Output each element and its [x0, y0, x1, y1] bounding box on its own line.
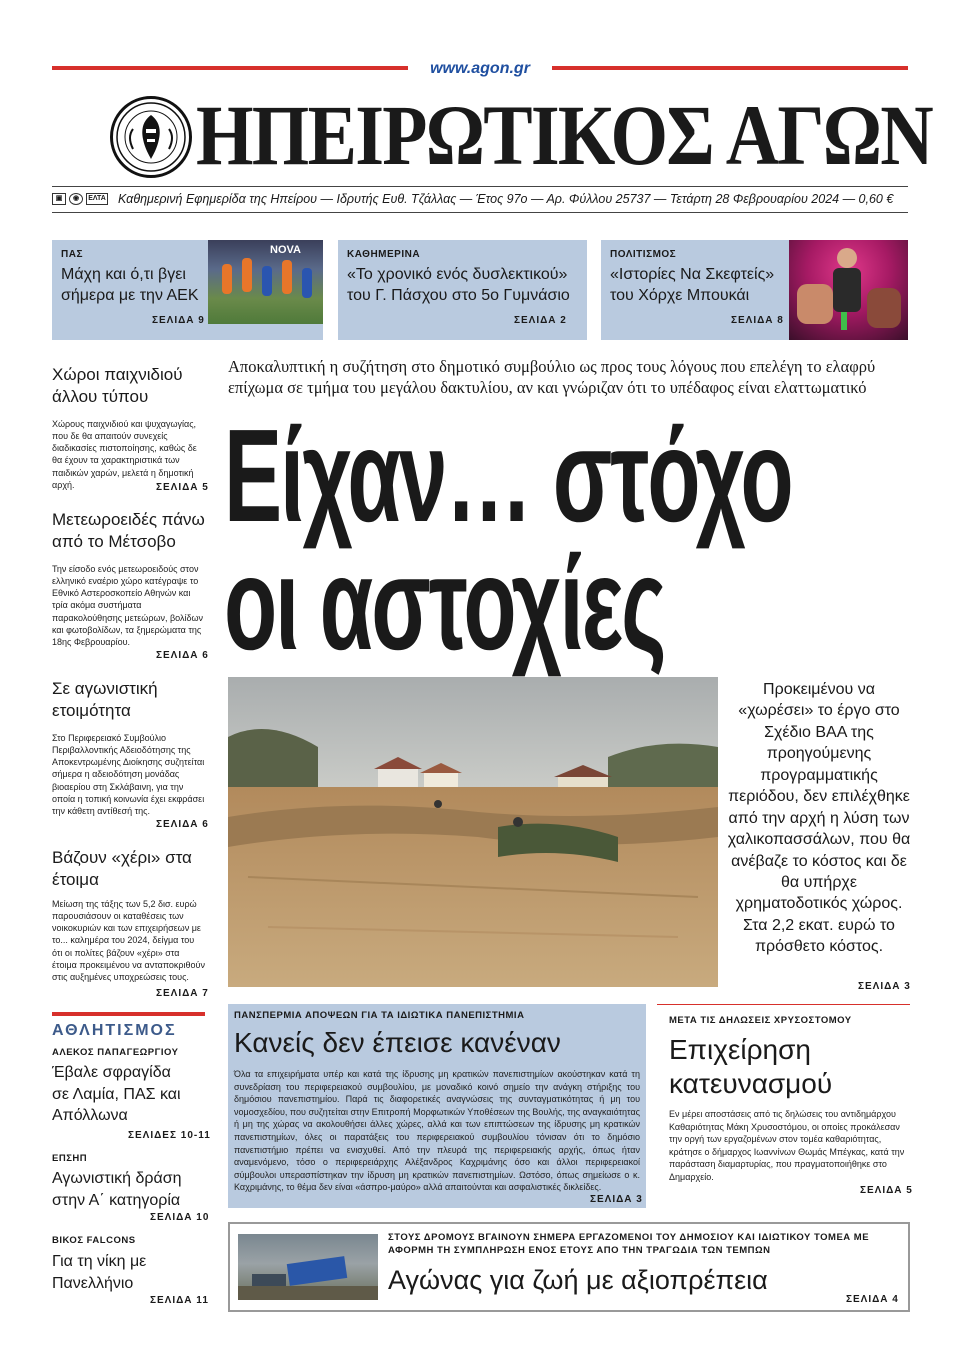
universities-kicker: ΠΑΝΣΠΕΡΜΙΑ ΑΠΟΨΕΩΝ ΓΙΑ ΤΑ ΙΔΙΩΤΙΚΑ ΠΑΝΕΠΙΣΤΗΜΙΑ	[234, 1010, 525, 1021]
top-rule-right	[552, 66, 908, 70]
sports-page: ΣΕΛΙΔΕΣ 10-11	[128, 1130, 211, 1141]
sidebar-story-body: Μείωση της τάξης των 5,2 δισ. ευρώ παρουσιάσουν οι καταθέσεις των νοικοκυριών και των επιχειρήσεων με το... καλημέρα του 2024, δείγμα του ότι οι πολίτες βάζουν «χέρι» στα έτοιμα προκειμένου να ανταποκριθούν στις αυξημένες υποχρεώσεις τους.	[52, 899, 205, 982]
top-rule-left	[52, 66, 408, 70]
sports-page: ΣΕΛΙΔΑ 11	[150, 1295, 209, 1306]
tempi-box[interactable]	[228, 1222, 910, 1312]
sports-section-title: ΑΘΛΗΤΙΣΜΟΣ	[52, 1022, 177, 1039]
lead-page: ΣΕΛΙΔΑ 3	[858, 981, 911, 992]
teaser-page: ΣΕΛΙΔΑ 8	[731, 315, 784, 326]
nova-banner: NOVA	[270, 244, 301, 256]
sidebar-story-title[interactable]: Χώροι παιχνιδιού άλλου τύπου	[52, 365, 183, 407]
tv-icon: ▣	[52, 193, 66, 205]
construction-site-illustration	[228, 677, 718, 987]
sidebar-story-body: Χώρους παιχνιδιού και ψυχαγωγίας, που δε θα απαιτούν συνεχείς διαδικασίες πιστοποίησης, καθώς δε θα έχουν τα χαρακτηριστικά των παιδικών χαρών, μελετά η δημοτική αρχή.	[52, 419, 197, 490]
tempi-page: ΣΕΛΙΔΑ 4	[846, 1294, 899, 1305]
teaser-lead: «Το χρονικό ενός δυσλεκτικού» του Γ. Πάσχου στο 5ο Γυμνάσιο	[347, 266, 570, 304]
association-icon: ◉	[69, 193, 83, 205]
seal-icon	[113, 99, 189, 175]
dateline-rule-bottom	[52, 212, 908, 213]
universities-page: ΣΕΛΙΔΑ 3	[590, 1194, 643, 1205]
chrysostomou-title[interactable]: Επιχείρηση κατευνασμού	[669, 1034, 833, 1100]
teaser-politismos[interactable]	[601, 240, 908, 340]
teaser-kicker: ΠΑΣ	[61, 249, 83, 260]
teaser-photo-football	[208, 240, 323, 324]
sidebar-story-page: ΣΕΛΙΔΑ 7	[156, 988, 209, 999]
sports-kicker: ΑΛΕΚΟΣ ΠΑΠΑΓΕΩΡΓΙΟΥ	[52, 1047, 179, 1058]
tempi-photo-train	[238, 1234, 378, 1300]
chrysostomou-body: Εν μέρει αποστάσεις από τις δηλώσεις του αντιδημάρχου Καθαριότητας Μάκη Χρυσοστόμου, οι οποίες προκάλεσαν την οργή των εργαζομένων στον τομέα καθαριότητας, κράτησε ο δήμαρχος Ιωαννίνων Θωμάς Μπέγκας, κατά την παράσταση διαμαρτυρίας, που πραγματοποιήθηκε στο Δημαρχείο.	[669, 1109, 905, 1182]
teaser-lead: Μάχη και ό,τι βγει σήμερα με την ΑΕΚ	[61, 266, 199, 304]
lead-side-text: Προκειμένου να «χωρέσει» το έργο στο Σχέδιο ΒΑΑ της προηγούμενης προγραμματικής περιόδου, δεν επιλέχθηκε από την αρχή η λύση των χαλικοπασσάλων, που θα ανέβαζε το κόστος και δε θα υπήρχε χρηματοδοτικός χώρος. Στα 2,2 εκατ. ευρώ το πρόσθετο κόστος.	[727, 681, 911, 956]
teaser-page: ΣΕΛΙΔΑ 2	[514, 315, 567, 326]
teaser-kathimerina[interactable]	[338, 240, 587, 340]
chrysostomou-page: ΣΕΛΙΔΑ 5	[860, 1185, 913, 1196]
sidebar-story-body: Στο Περιφερειακό Συμβούλιο Περιβαλλοντικής Αδειοδότησης της Αποκεντρωμένης Διοίκησης συζητείται σήμερα η αδειοδότηση μονάδας βιοαερίου στη Σκλάβαινη, για την οποία η τοπική κοινωνία έχει εκφράσει την κάθετη αντίθεσή της.	[52, 733, 205, 816]
teaser-kicker: ΠΟΛΙΤΙΣΜΟΣ	[610, 249, 677, 260]
sidebar-story-title[interactable]: Σε αγωνιστική ετοιμότητα	[52, 679, 158, 721]
sports-title[interactable]: Αγωνιστική δράση στην Α΄ κατηγορία	[52, 1170, 182, 1209]
seal-logo	[110, 96, 192, 178]
masthead-title: ΗΠΕΙΡΩΤΙΚΟΣ ΑΓΩΝ	[196, 87, 932, 183]
lead-photo-construction-site	[228, 677, 718, 987]
tempi-kicker: ΣΤΟΥΣ ΔΡΟΜΟΥΣ ΒΓΑΙΝΟΥΝ ΣΗΜΕΡΑ ΕΡΓΑΖΟΜΕΝΟΙ ΤΟΥ ΔΗΜΟΣΙΟΥ ΚΑΙ ΙΔΙΩΤΙΚΟΥ ΤΟΜΕΑ ΜΕ ΑΦΟΡΜΗ ΤΗ ΣΥΜΠΛΗΡΩΣΗ ΕΝΟΣ ΕΤΟΥΣ ΑΠΟ ΤΗΝ ΤΡΑΓΩΔΙΑ ΤΩΝ ΤΕΜΠΩΝ	[388, 1232, 870, 1256]
teaser-lead: «Ιστορίες Να Σκεφτείς» του Χόρχε Μπουκάι	[610, 266, 775, 304]
sports-title[interactable]: Για τη νίκη με Πανελλήνιο	[52, 1253, 147, 1292]
sports-kicker: ΕΠΣΗΠ	[52, 1153, 88, 1164]
sports-kicker: ΒΙΚΟΣ FALCONS	[52, 1235, 136, 1246]
sidebar-story-page: ΣΕΛΙΔΑ 5	[156, 482, 209, 493]
teaser-kicker: ΚΑΘΗΜΕΡΙΝΑ	[347, 249, 421, 260]
universities-panel[interactable]	[228, 1004, 646, 1208]
sidebar-story-title[interactable]: Βάζουν «χέρι» στα έτοιμα	[52, 848, 192, 890]
chrysostomou-kicker: ΜΕΤΑ ΤΙΣ ΔΗΛΩΣΕΙΣ ΧΡΥΣΟΣΤΟΜΟΥ	[669, 1015, 852, 1026]
universities-title: Κανείς δεν έπεισε κανέναν	[234, 1027, 561, 1058]
lead-headline-line1[interactable]: Είχαν… στόχο	[224, 402, 792, 549]
sports-rule	[52, 1012, 205, 1016]
tempi-title: Αγώνας για ζωή με αξιοπρέπεια	[388, 1265, 768, 1295]
sidebar-story-page: ΣΕΛΙΔΑ 6	[156, 650, 209, 661]
sidebar-story-title[interactable]: Μετεωροειδές πάνω από το Μέτσοβο	[52, 510, 205, 552]
lead-headline-line2[interactable]: οι αστοχίες	[224, 530, 665, 677]
dateline-rule-top	[52, 186, 908, 187]
sidebar-story-body: Την είσοδο ενός μετεωροειδούς στον ελληνικό εναέριο χώρο κατέγραψε το Εθνικό Αστεροσκοπείο Αθηνών και τρία ακόμα συστήματα παρακολούθησης μετεώρων, βολίδων και φωτοβολίδων, τα ξημερώματα της 18ης Φεβρουαρίου.	[52, 564, 204, 647]
teaser-page: ΣΕΛΙΔΑ 9	[152, 315, 205, 326]
dateline: Καθημερινή Εφημερίδα της Ηπείρου — Ιδρυτής Ευθ. Τζάλλας — Έτος 97ο — Αρ. Φύλλου 25737 — Τετάρτη 28 Φεβρουαρίου 2024 — 0,60 €	[118, 192, 894, 206]
chrysostomou-rule	[657, 1004, 910, 1005]
teaser-photo-theatre	[789, 240, 908, 340]
sports-title[interactable]: Έβαλε σφραγίδα σε Λαμία, ΠΑΣ και Απόλλωνα	[52, 1064, 181, 1125]
elta-badge: ΕΛΤΑ	[86, 193, 108, 205]
sports-page: ΣΕΛΙΔΑ 10	[150, 1212, 210, 1223]
lead-deck: Αποκαλυπτική η συζήτηση στο δημοτικό συμβούλιο ως προς τους λόγους που επελέγη το ελαφρύ επίχωμα σε τμήμα του μεγάλου δακτυλίου, αν και γνώριζαν ότι το υπέδαφος είναι ελαττωματικό	[228, 357, 876, 397]
website-url[interactable]: www.agon.gr	[430, 60, 530, 77]
teaser-pas[interactable]	[52, 240, 323, 340]
universities-body: Όλα τα επιχειρήματα υπέρ και κατά της ίδρυσης μη κρατικών πανεπιστημίων ακούστηκαν κατά τη συνεδρίαση του περιφερειακού συμβουλίου, με μοναδικό κοινό σημείο την ανάγκη στήριξης του δημόσιου πανεπιστημίου. Παρά τις διαφορετικές αναγνώσεις της συνταγματικότητας ή μη του νομοσχεδίου, που συζητείται στην Επιτροπή Μορφωτικών Υποθέσεων της Βουλής, της αναγκαιότητας ή μη της χώρας να ακολουθήσει άλλες χώρες, αλλά και των επιπτώσεων της ίδρυσης μη κρατικών πανεπιστημίων, όλες οι παρατάξεις του περιφερειακού συμβουλίου τόνισαν ότι το δημόσιο πανεπιστήμιο πρέπει να ενισχυθεί. Από την πλευρά της περιφερειακής αρχής, όπως ήταν αναμενόμενο, τόσο ο περιφερειάρχης Αλέξανδρος Καχριμάνης όσο και άλλοι περιφερειακοί σύμβουλοι υπερασπίστηκαν την ίδρυση μη κρατικών πανεπιστημίων. Ωστόσο, όπως σημείωσε ο κ. Καχριμάνης, το θέμα δεν είναι «άσπρο-μαύρο» αλλά απαιτούνται και ασφαλιστικές δικλείδες.	[234, 1069, 640, 1193]
sidebar-story-page: ΣΕΛΙΔΑ 6	[156, 819, 209, 830]
